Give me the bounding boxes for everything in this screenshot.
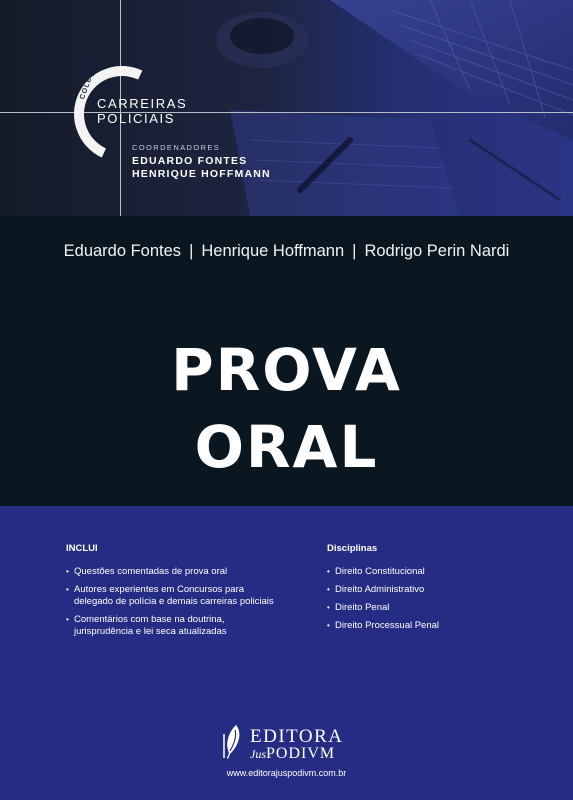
author-separator: | xyxy=(352,242,357,260)
quill-logo-icon xyxy=(222,724,244,760)
list-item: • Direito Processual Penal xyxy=(327,620,527,632)
coordinators-block xyxy=(132,143,271,181)
author-name: Henrique Hoffmann xyxy=(201,242,345,260)
publisher-name: EDITORA xyxy=(250,726,344,747)
publisher-subname-rest: PODIVM xyxy=(266,745,336,762)
list-item: • Autores experientes em Concursos para delegado de polícia e demais carreiras policiais xyxy=(66,584,281,608)
series-name xyxy=(97,96,187,126)
includes-section xyxy=(66,543,281,644)
book-title-line2: ORAL xyxy=(194,413,379,481)
author-name: Rodrigo Perin Nardi xyxy=(364,242,510,260)
coordinators-label: COORDENADORES xyxy=(132,143,221,152)
coordinator-name: HENRIQUE HOFFMANN xyxy=(132,168,271,180)
list-item: • Comentários com base na doutrina, jurisprudência e lei seca atualizadas xyxy=(66,614,281,638)
list-item: • Direito Constitucional xyxy=(327,566,527,578)
publisher-subname xyxy=(250,745,335,763)
list-item: • Direito Administrativo xyxy=(327,584,527,596)
collection-label: COLEÇÃO xyxy=(79,58,100,101)
coordinator-name: EDUARDO FONTES xyxy=(132,155,248,167)
disciplines-heading: Disciplinas xyxy=(327,543,378,554)
book-title-line1: PROVA xyxy=(171,336,402,404)
author-name: Eduardo Fontes xyxy=(63,242,182,260)
publisher-subname-italic: Jus xyxy=(250,747,266,761)
list-item: • Questões comentadas de prova oral xyxy=(66,566,281,578)
authors-line xyxy=(0,242,573,261)
list-item: • Direito Penal xyxy=(327,602,527,614)
cover-photo-band xyxy=(0,0,573,216)
disciplines-section xyxy=(327,543,527,638)
disciplines-list xyxy=(327,566,527,632)
includes-heading: INCLUI xyxy=(66,543,98,554)
publisher-url: www.editorajuspodivm.com.br xyxy=(226,768,347,778)
includes-list xyxy=(66,566,281,638)
series-name-line1: CARREIRAS xyxy=(97,96,188,111)
series-name-line2: POLICIAIS xyxy=(97,111,175,126)
author-separator: | xyxy=(189,242,194,260)
